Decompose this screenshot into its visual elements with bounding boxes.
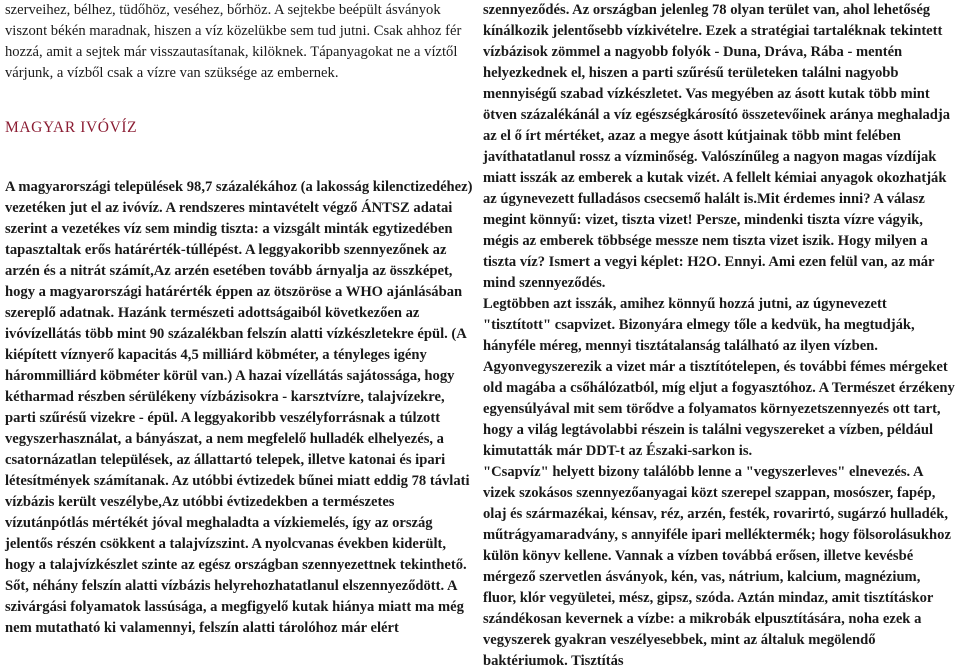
body-paragraph-right-2: Legtöbben azt isszák, amihez könnyű hozzá jutni, az úgynevezett "tisztított" csapvizet. Bizonyára elmegy tőle a kedvük, ha megtudják, hányféle méreg, mennyi tisztátalanság található az ilyen vízben. Agyonvegyszerezik a vizet már a tisztítótelepen, és további fémes mérgeket old magába a csőhálózatból, míg eljut a fogyasztóhoz. A Természet érzékeny egyensúlyával mit sem törődve a folyamatos környezetszennyezés ott tart, hogy a világ legtávolabbi részein is találni vegyszereket a vízben, például kimutatták már DDT-t az Északi-sarkon is. xyxy=(483,296,955,459)
right-column xyxy=(483,0,957,672)
intro-paragraph: szerveihez, bélhez, tüdőhöz, veséhez, bőrhöz. A sejtekbe beépült ásványok viszont békén maradnak, hiszen a víz közelükbe sem tud jutni. Csak ahhoz fér hozzá, amit a sejtek már visszautasítanak, kilöknek. Tápanyagokat ne a víztől várjunk, a vízből csak a vízre van szüksége az embernek. xyxy=(5,2,462,81)
body-paragraph-right-3: "Csapvíz" helyett bizony találóbb lenne a "vegyszerleves" elnevezés. A vizek szokásos szennyezőanyagai közt szerepel szappan, mosószer, fapép, olaj és származékai, kénsav, réz, arzén, festék, rovarirtó, sugárzó hulladék, műtrágyamaradvány, s annyiféle ipari melléktermék; hogy fölsorolásukhoz külön könyv kellene. Vannak a vízben továbbá erősen, illetve kevésbé mérgező szervetlen ásványok, kén, vas, nátrium, kalcium, magnézium, fluor, klór vegyületei, mész, gipsz, szóda. Aztán mindaz, amit tisztításkor szándékosan kevernek a vízbe: a mikrobák elpusztítására, noha ezek a vegyszerek gyakran veszélyesebbek, mint az általuk megölendő baktériumok. Tisztítás xyxy=(483,464,951,669)
body-paragraph-right-1: szennyeződés. Az országban jelenleg 78 olyan terület van, ahol lehetőség kínálkozik jelentősebb vízkivételre. Ezek a stratégiai tartaléknak tekintett vízbázisok zömmel a nagyobb folyók - Duna, Dráva, Rába - mentén helyezkednek el, hiszen a parti szűrésű területeken találni nagyobb mennyiségű szabad vízkészletet. Vas megyében az ásott kutak több mint ötven százalékánál a víz egészségkárosító összetevőinek aránya meghaladja az el ő írt mértéket, azaz a megye ásott kútjainak több mint felében javíthatatlanul rossz a vízminőség. Valószínűleg a nagyon magas vízdíjak miatt isszák az emberek a kutak vizét. A fellelt kémiai anyagok okozhatják az úgynevezett fulladásos csecsemő halált is.Mit érdemes inni? A válasz megint könnyű: vizet, tiszta vizet! Persze, mindenki tiszta vízre vágyik, mégis az emberek többsége messze nem tiszta vizet iszik. Hogy milyen a tiszta víz? Ismert a vegyi képlet: H2O. Ennyi. Ami ezen felül van, az már mind szennyeződés. xyxy=(483,2,951,291)
body-paragraph-left: A magyarországi települések 98,7 százalékához (a lakosság kilenctizedéhez) vezetéken jut el az ivóvíz. A rendszeres mintavételt végző ÁNTSZ adatai szerint a vezetékes víz sem mindig tiszta: a vizsgált minták egytizedében tapasztaltak erős határérték-túllépést. A leggyakoribb szennyezőnek az arzén és a nitrát számít,Az arzén esetében tovább árnyalja az összképet, hogy a magyarországi határérték éppen az ötszöröse a WHO ajánlásában szereplő adatnak. Hazánk természeti adottságaiból következően az ivóvízellátás több mint 90 százalékban felszín alatti vízkészletekre épül. (A kiépített víznyerő kapacitás 4,5 milliárd köbméter, a tényleges igény hárommilliárd köbméter körül van.) A hazai vízellátás sajátossága, hogy kétharmad részben sérülékeny vízbázisokra - karsztvízre, talajvízekre, parti szűrésű vizekre - épül. A leggyakoribb veszélyforrásnak a túlzott vegyszerhasználat, a bányászat, a nem megfelelő hulladék elhelyezés, a csatornázatlan települések, az állattartó telepek, illetve katonai és ipari létesítmények számítanak. Az utóbbi évtizedek bűnei miatt eddig 78 távlati vízbázis került veszélybe,Az utóbbi évtizedekben a természetes vízutánpótlás mértékét jóval meghaladta a vízkiemelés, így az ország jelentős részén csökkent a talajvízszint. A nyolcvanas években kiderült, hogy a talajvízkészlet szinte az egész országban szennyezettnek tekinthető. Sőt, néhány felszín alatti vízbázis helyrehozhatatlanul elszennyeződött. A szivárgási folyamatok lassúsága, a megfigyelő kutak hiánya miatt ma még nem mutatható ki valamennyi, felszín alatti tárolóhoz már elért xyxy=(5,179,473,636)
left-column xyxy=(5,0,479,639)
section-heading: MAGYAR IVÓVÍZ xyxy=(5,119,138,136)
